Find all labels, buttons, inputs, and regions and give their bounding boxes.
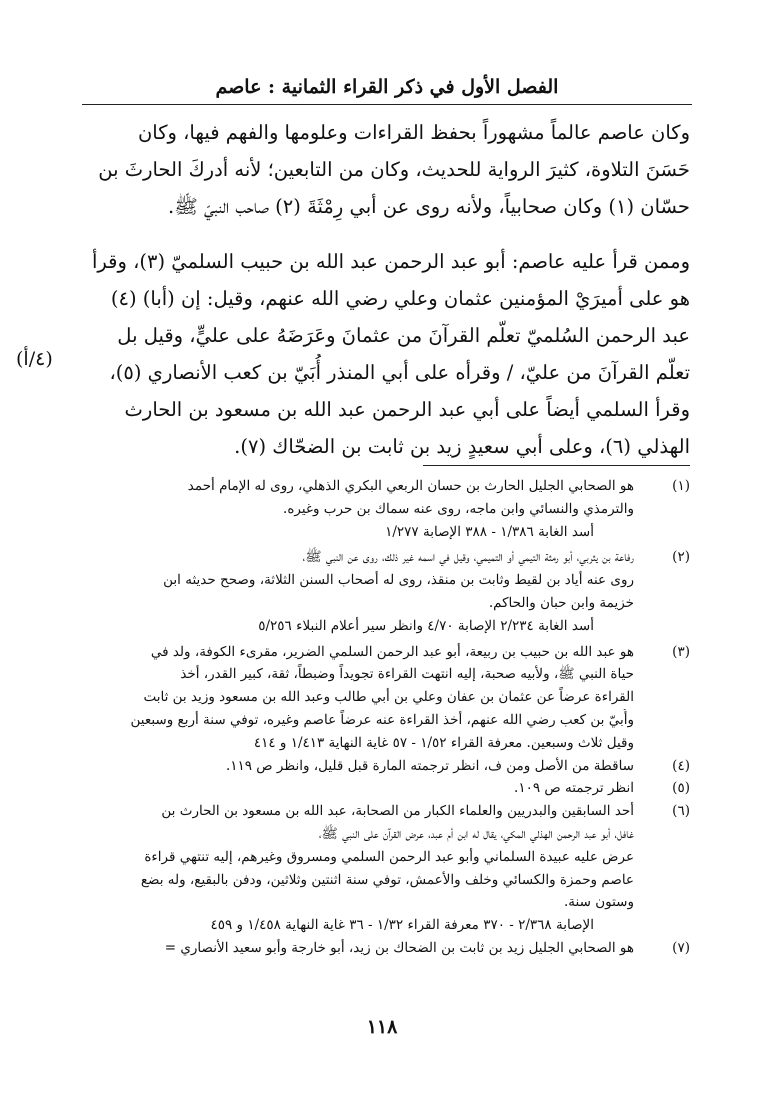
footnote-number: (٧) [672,939,690,956]
paragraph-2 [90,243,690,465]
text-line: حسّان (١) وكان صحابياً، ولأنه روى عن أبي رِمْثَةَ (٢) صاحب النبيّ ﷺ. [168,195,690,218]
footnote-line: القراءة عرضاً عن عثمان بن عفان وعلي بن أبي طالب وعبد الله بن مسعود وزيد بن ثابت [143,689,634,706]
footnote-reference: أسد الغابة ١/٣٨٦ - ٣٨٨ الإصابة ١/٢٧٧ [385,523,594,540]
footnote-line: عاصم وحمزة والكسائي وخلف والأعمش، توفي سنة اثنتين وثلاثين، ودفن بالبقيع، وله بضع [140,871,634,888]
footnote-divider [423,465,690,466]
text-line: وكان عاصم عالماً مشهوراً بحفظ القراءات وعلومها والفهم فيها، وكان [137,121,690,144]
text-line: هو على أميرَيْ المؤمنين عثمان وعلي رضي الله عنهم، وقيل: إن (أبا) (٤) [110,287,690,310]
footnote-number: (١) [672,478,690,494]
footnote-7 [90,937,690,960]
footnote-line: رفاعة بن يثربي، أبو رمثة التيمي أو التميمي، وقيل في اسمه غير ذلك، روى عن النبي ﷺ، [302,549,634,566]
header-divider [82,104,692,105]
footnote-line: خزيمة وابن حبان والحاكم. [488,594,634,611]
text-line: الهذلي (٦)، وعلى أبي سعيدٍ زيد بن ثابت بن الضحّاك (٧). [234,435,690,458]
running-header: الفصل الأول في ذكر القراء الثمانية : عاصم [215,76,559,98]
footnote-line: غافل، أبو عبد الرحمن الهذلي المكي، يقال له ابن أم عبد، عرض القرآن على النبي ﷺ، [318,825,634,842]
footnote-number: (٤) [672,757,690,774]
footnote-3 [90,641,690,755]
footnotes [90,475,690,960]
footnote-number: (٣) [672,643,690,660]
footnote-line: هو عبد الله بن حبيب بن ربيعة، أبو عبد الرحمن السلمي الضرير، مقرىء الكوفة، ولد في [150,643,634,660]
footnote-number: (٥) [672,780,690,797]
footnote-line: انظر ترجمته ص ١٠٩. [514,780,634,797]
paragraph-1 [90,114,690,225]
page-number: ١١٨ [366,1016,398,1038]
footnote-line: والترمذي والنسائي وابن ماجه، روى عنه سماك بن حرب وغيره. [283,500,634,517]
footnote-line: أحد السابقين والبدريين والعلماء الكبار من الصحابة، عبد الله بن مسعود بن الحارث بن [161,803,634,820]
footnote-2 [90,546,690,637]
footnote-5 [90,777,690,800]
text-line: وممن قرأ عليه عاصم: أبو عبد الرحمن عبد الله بن حبيب السلميّ (٣)، وقرأ [91,250,690,273]
footnote-line: عرض عليه عبيدة السلماني وأبو عبد الرحمن السلمي ومسروق وغيرهم، إليه تنتهي قراءة [144,848,634,865]
footnote-line: حياة النبي ﷺ، ولأبيه صحبة، إليه انتهت القراءة تجويداً وضبطاً، ثقة، كبير القدر، أخذ [180,666,634,683]
footnote-line: روى عنه أياد بن لقيط وثابت بن منقذ، روى له أصحاب السنن الثلاثة، وصحح حديثه ابن [163,572,634,589]
footnote-4 [90,755,690,778]
main-text [90,114,690,465]
footnote-line: وقيل ثلاث وسبعين. معرفة القراء ١/٥٢ - ٥٧ غاية النهاية ١/٤١٣ و ٤١٤ [253,734,634,751]
footnote-line: ساقطة من الأصل ومن ف، انظر ترجمته المارة قبل قليل، وانظر ص ١١٩. [225,757,634,774]
footnote-number: (٢) [672,549,690,566]
text-line: حَسَنَ التلاوة، كثيرَ الرواية للحديث، وكان من التابعين؛ لأنه أدركَ الحارثَ بن [98,158,690,181]
footnote-line: وأُبيّ بن كعب رضي الله عنهم، أخذ القراءة عنه عرضاً عاصم وغيره، توفي سنة أربع وسبعين [130,711,634,728]
text-line: وقرأ السلمي أيضاً على أبي عبد الرحمن عبد الله بن مسعود بن الحارث [124,398,690,421]
footnote-reference: الإصابة ٢/٣٦٨ - ٣٧٠ معرفة القراء ١/٣٢ - ٣٦ غاية النهاية ١/٤٥٨ و ٤٥٩ [210,917,594,934]
footnote-number: (٦) [672,803,690,820]
text-line: تعلّم القرآنَ من عليّ، / وقرأه على أبي المنذر أُبَيّ بن كعب الأنصاري (٥)، [109,361,690,384]
footnote-line: هو الصحابي الجليل زيد بن ثابت بن الضحاك بن زيد، أبو خارجة وأبو سعيد الأنصاري = [164,939,634,956]
footnote-reference: أسد الغابة ٢/٢٣٤ الإصابة ٤/٧٠ وانظر سير أعلام النبلاء ٥/٢٥٦ [258,617,594,634]
footnote-line: هو الصحابي الجليل الحارث بن حسان الربعي البكري الذهلي، روى له الإمام أحمد [187,478,634,494]
manuscript-folio-note: (٤/أ) [16,348,53,370]
text-line: عبد الرحمن السُلميّ تعلّم القرآنَ من عثمانَ وعَرَضَهُ على عليٍّ، وقيل بل [117,324,690,347]
footnote-6 [90,800,690,937]
footnote-1 [90,475,690,543]
footnote-line: وستون سنة. [564,894,634,911]
